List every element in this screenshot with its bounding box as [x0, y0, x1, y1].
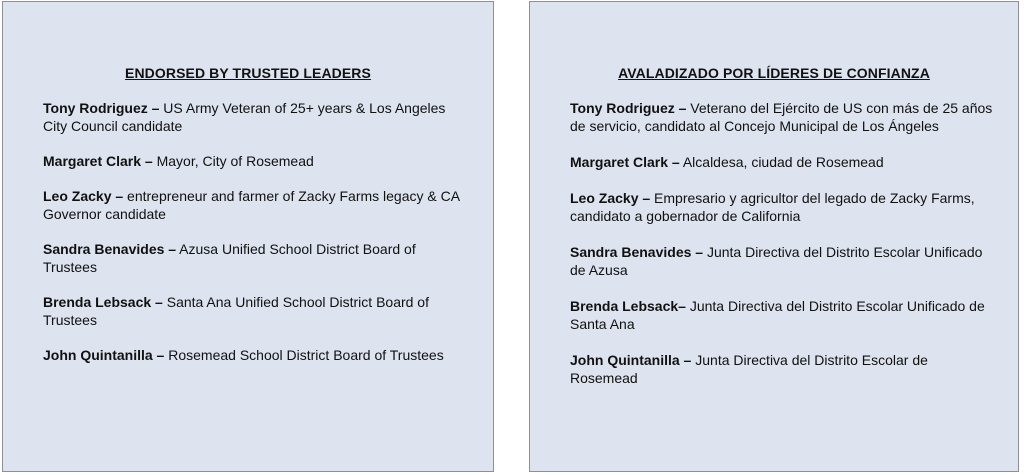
endorser-name: Sandra Benavides –: [570, 244, 704, 260]
endorser-name: Brenda Lebsack–: [570, 298, 686, 314]
endorser-name: John Quintanilla –: [43, 347, 165, 363]
endorser-description: Junta Directiva del Distrito Escolar Unificado de Azusa: [570, 244, 983, 278]
endorser-name: Brenda Lebsack –: [43, 294, 163, 310]
endorser-name: John Quintanilla –: [570, 352, 692, 368]
endorser-description: Alcaldesa, ciudad de Rosemead: [679, 154, 884, 170]
spanish-endorsements-panel: [529, 1, 1019, 472]
english-endorsements-panel: [2, 1, 494, 472]
endorser-description: Mayor, City of Rosemead: [152, 153, 314, 169]
endorsement-item: [570, 153, 994, 171]
endorser-description: Santa Ana Unified School District Board of Trustees: [43, 294, 429, 328]
spanish-endorsement-list: [570, 99, 994, 387]
endorsement-item: [570, 243, 994, 279]
endorsement-item: [570, 189, 994, 225]
endorser-description: Junta Directiva del Distrito Escolar Unificado de Santa Ana: [570, 298, 985, 332]
endorsement-item: [43, 187, 469, 223]
endorser-name: Tony Rodriguez –: [43, 100, 160, 116]
english-panel-title: ENDORSED BY TRUSTED LEADERS: [125, 65, 371, 81]
endorser-name: Leo Zacky –: [43, 188, 124, 204]
endorser-description: Azusa Unified School District Board of Trustees: [43, 241, 416, 275]
endorser-description: Rosemead School District Board of Trustees: [164, 347, 444, 363]
endorser-name: Margaret Clark –: [43, 153, 153, 169]
endorsement-item: [570, 99, 994, 135]
endorser-description: Veterano del Ejército de US con más de 25 años de servicio, candidato al Concejo Municipal de Los Ángeles: [570, 100, 993, 134]
endorser-description: Junta Directiva del Distrito Escolar de Rosemead: [570, 352, 928, 386]
endorsement-item: [43, 293, 469, 329]
endorser-description: US Army Veteran of 25+ years & Los Angeles City Council candidate: [43, 100, 446, 134]
endorser-name: Margaret Clark –: [570, 154, 680, 170]
endorsement-item: [570, 297, 994, 333]
endorser-description: Empresario y agricultor del legado de Zacky Farms, candidato a gobernador de California: [570, 190, 975, 224]
endorsement-item: [43, 240, 469, 276]
endorser-description: entrepreneur and farmer of Zacky Farms legacy & CA Governor candidate: [43, 188, 460, 222]
english-endorsement-list: [43, 99, 469, 364]
endorser-name: Sandra Benavides –: [43, 241, 177, 257]
endorsement-item: [570, 351, 994, 387]
spanish-panel-title: AVALADIZADO POR LÍDERES DE CONFIANZA: [618, 65, 930, 81]
endorsement-item: [43, 152, 469, 170]
endorser-name: Tony Rodriguez –: [570, 100, 687, 116]
endorser-name: Leo Zacky –: [570, 190, 651, 206]
endorsement-item: [43, 99, 469, 135]
endorsement-item: [43, 346, 469, 364]
